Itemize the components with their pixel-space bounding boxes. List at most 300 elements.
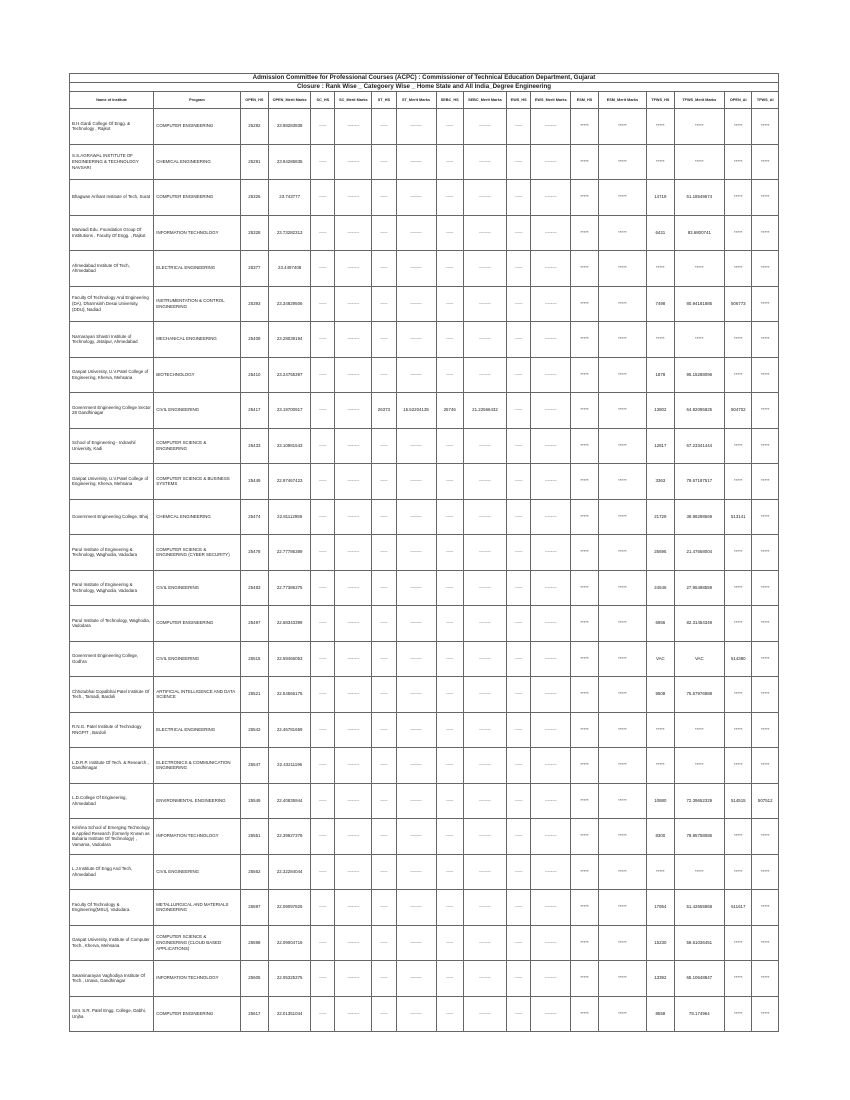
value-cell: 22.46781659	[269, 712, 311, 748]
value-cell: -----	[507, 570, 531, 606]
value-cell: *****	[647, 322, 674, 358]
value-cell: *****	[598, 109, 646, 145]
program-cell: COMPUTER ENGINEERING	[154, 606, 240, 642]
value-cell: 25433	[240, 428, 268, 464]
value-cell: *****	[674, 748, 725, 784]
value-cell: --------	[531, 322, 571, 358]
value-cell: 22.01351044	[269, 996, 311, 1032]
value-cell: --------	[335, 357, 372, 393]
value-cell: *****	[571, 606, 598, 642]
value-cell: *****	[725, 215, 752, 251]
value-cell: 21.22566432	[463, 393, 506, 429]
value-cell: 8300	[647, 819, 674, 855]
value-cell: -----	[311, 748, 335, 784]
value-cell: --------	[335, 286, 372, 322]
value-cell: 67.23341444	[674, 428, 725, 464]
value-cell: 25393	[240, 286, 268, 322]
value-cell: 6956	[647, 606, 674, 642]
value-cell: --------	[531, 535, 571, 571]
institute-name-cell: Government Engineering College Sector 28 Gandhinagar	[70, 393, 154, 429]
program-cell: ELECTRICAL ENGINEERING	[154, 712, 240, 748]
institute-name-cell: R.N.G. Patel Institute of Technology RNGPIT , Bardoli	[70, 712, 154, 748]
value-cell: -----	[311, 854, 335, 890]
value-cell: 23.19700917	[269, 393, 311, 429]
value-cell: *****	[598, 925, 646, 961]
value-cell: -----	[436, 854, 463, 890]
value-cell: 22.09004716	[269, 925, 311, 961]
value-cell: -----	[311, 783, 335, 819]
table-row	[70, 109, 779, 145]
value-cell: *****	[571, 464, 598, 500]
program-cell: ELECTRICAL ENGINEERING	[154, 251, 240, 287]
value-cell: *****	[647, 251, 674, 287]
value-cell: 25282	[240, 109, 268, 145]
value-cell: -----	[311, 499, 335, 535]
value-cell: --------	[531, 393, 571, 429]
program-cell: CIVIL ENGINEERING	[154, 854, 240, 890]
value-cell: *****	[598, 393, 646, 429]
value-cell: *****	[571, 961, 598, 997]
program-cell: INFORMATION TECHNOLOGY	[154, 215, 240, 251]
table-row	[70, 464, 779, 500]
value-cell: *****	[725, 748, 752, 784]
table-row	[70, 393, 779, 429]
value-cell: --------	[335, 144, 372, 180]
value-cell: -----	[311, 712, 335, 748]
value-cell: -----	[372, 606, 396, 642]
column-header: OPEN_HS	[240, 92, 268, 109]
value-cell: --------	[463, 535, 506, 571]
value-cell: *****	[571, 357, 598, 393]
value-cell: --------	[463, 854, 506, 890]
value-cell: -----	[311, 215, 335, 251]
value-cell: 23.4497408	[269, 251, 311, 287]
value-cell: *****	[674, 251, 725, 287]
value-cell: --------	[335, 641, 372, 677]
value-cell: 22.39927378	[269, 819, 311, 855]
value-cell: --------	[335, 783, 372, 819]
value-cell: 15230	[647, 925, 674, 961]
value-cell: 80.94181885	[674, 286, 725, 322]
table-row	[70, 499, 779, 535]
value-cell: -----	[311, 109, 335, 145]
column-header: TFWS_Merit Marks	[674, 92, 725, 109]
value-cell: --------	[335, 464, 372, 500]
value-cell: -----	[507, 748, 531, 784]
value-cell: 17954	[647, 890, 674, 926]
column-header: Name of Institute	[70, 92, 154, 109]
value-cell: --------	[463, 961, 506, 997]
value-cell: *****	[725, 428, 752, 464]
value-cell: 61.18549674	[674, 180, 725, 216]
value-cell: 22.77386375	[269, 570, 311, 606]
value-cell: --------	[531, 286, 571, 322]
program-cell: COMPUTER SCIENCE & ENGINEERING (CLOUD BASED APPLICATIONS)	[154, 925, 240, 961]
value-cell: -----	[372, 109, 396, 145]
value-cell: *****	[752, 322, 779, 358]
value-cell: *****	[752, 393, 779, 429]
institute-name-cell: Bhagwan Arihant Institute of Tech, Surat	[70, 180, 154, 216]
value-cell: *****	[598, 144, 646, 180]
value-cell: *****	[674, 712, 725, 748]
value-cell: --------	[463, 144, 506, 180]
value-cell: -----	[436, 109, 463, 145]
value-cell: 65.10648847	[674, 961, 725, 997]
table-row	[70, 357, 779, 393]
value-cell: 26373	[372, 393, 396, 429]
value-cell: --------	[531, 606, 571, 642]
value-cell: --------	[396, 641, 436, 677]
value-cell: *****	[752, 464, 779, 500]
value-cell: *****	[598, 322, 646, 358]
value-cell: *****	[571, 854, 598, 890]
value-cell: VAC	[647, 641, 674, 677]
value-cell: *****	[598, 570, 646, 606]
value-cell: --------	[335, 570, 372, 606]
column-header: EWS_Merit Marks	[531, 92, 571, 109]
value-cell: --------	[396, 961, 436, 997]
value-cell: *****	[752, 144, 779, 180]
value-cell: --------	[396, 819, 436, 855]
value-cell: --------	[335, 215, 372, 251]
value-cell: *****	[752, 819, 779, 855]
value-cell: 506773	[725, 286, 752, 322]
value-cell: --------	[463, 996, 506, 1032]
value-cell: *****	[752, 854, 779, 890]
value-cell: 514515	[725, 783, 752, 819]
value-cell: 59.61036451	[674, 925, 725, 961]
institute-name-cell: Ganpat University, U.V.Patel College of Engineering, Kherva, Mehsana	[70, 464, 154, 500]
program-cell: CIVIL ENGINEERING	[154, 393, 240, 429]
institute-name-cell: Ahmedabad Institute Of Tech, Ahmedabad	[70, 251, 154, 287]
value-cell: 25551	[240, 819, 268, 855]
value-cell: -----	[507, 925, 531, 961]
value-cell: 22.40835944	[269, 783, 311, 819]
value-cell: *****	[598, 215, 646, 251]
value-cell: 23.98283838	[269, 109, 311, 145]
value-cell: *****	[647, 854, 674, 890]
table-row	[70, 180, 779, 216]
value-cell: --------	[463, 606, 506, 642]
value-cell: -----	[372, 819, 396, 855]
value-cell: *****	[571, 322, 598, 358]
value-cell: 12817	[647, 428, 674, 464]
value-cell: 9508	[647, 677, 674, 713]
value-cell: *****	[571, 748, 598, 784]
value-cell: *****	[674, 322, 725, 358]
value-cell: 3363	[647, 464, 674, 500]
value-cell: 25597	[240, 890, 268, 926]
value-cell: 10880	[647, 783, 674, 819]
value-cell: --------	[463, 783, 506, 819]
value-cell: -----	[436, 890, 463, 926]
value-cell: --------	[463, 819, 506, 855]
value-cell: *****	[598, 499, 646, 535]
value-cell: *****	[752, 251, 779, 287]
value-cell: -----	[372, 925, 396, 961]
value-cell: --------	[396, 109, 436, 145]
institute-name-cell: L.J.Institute Of Engg And Tech, Ahmedabad	[70, 854, 154, 890]
value-cell: -----	[507, 961, 531, 997]
sheet-title-line-1: Admission Committee for Professional Courses (ACPC) : Commissioner of Technical Education Department, Gujarat	[70, 74, 779, 83]
value-cell: -----	[372, 712, 396, 748]
closure-table	[69, 73, 779, 1032]
column-header: SEBC_HS	[436, 92, 463, 109]
value-cell: -----	[311, 322, 335, 358]
value-cell: 23.94286835	[269, 144, 311, 180]
value-cell: --------	[335, 109, 372, 145]
value-cell: -----	[436, 570, 463, 606]
value-cell: 78.85758086	[674, 819, 725, 855]
value-cell: --------	[531, 677, 571, 713]
value-cell: --------	[531, 925, 571, 961]
value-cell: -----	[436, 144, 463, 180]
value-cell: --------	[463, 499, 506, 535]
value-cell: -----	[436, 783, 463, 819]
value-cell: --------	[396, 748, 436, 784]
value-cell: --------	[335, 499, 372, 535]
value-cell: *****	[647, 109, 674, 145]
value-cell: -----	[311, 925, 335, 961]
institute-name-cell: Swaminarayan Vaghodiya Institute Of Tech., Unava, Gandhinagar	[70, 961, 154, 997]
institute-name-cell: School of Engineering - Indrashil University, Kadi	[70, 428, 154, 464]
column-header: TFWS_AI	[752, 92, 779, 109]
value-cell: -----	[507, 677, 531, 713]
value-cell: -----	[436, 322, 463, 358]
value-cell: -----	[507, 712, 531, 748]
value-cell: --------	[396, 251, 436, 287]
value-cell: --------	[335, 251, 372, 287]
value-cell: --------	[531, 251, 571, 287]
column-header: Program	[154, 92, 240, 109]
value-cell: *****	[598, 641, 646, 677]
value-cell: --------	[335, 606, 372, 642]
value-cell: 25483	[240, 570, 268, 606]
value-cell: --------	[531, 854, 571, 890]
value-cell: 22.68343399	[269, 606, 311, 642]
value-cell: --------	[396, 677, 436, 713]
value-cell: 38.98298569	[674, 499, 725, 535]
value-cell: --------	[335, 677, 372, 713]
value-cell: -----	[507, 322, 531, 358]
value-cell: -----	[311, 677, 335, 713]
value-cell: -----	[311, 535, 335, 571]
institute-name-cell: Smt. S.R. Patel Engg. College, Dabhi, Unjha	[70, 996, 154, 1032]
value-cell: 513141	[725, 499, 752, 535]
value-cell: -----	[372, 144, 396, 180]
program-cell: INSTRUMENTATION & CONTROL ENGINEERING	[154, 286, 240, 322]
value-cell: --------	[335, 854, 372, 890]
value-cell: -----	[436, 961, 463, 997]
closure-sheet	[69, 73, 779, 1032]
value-cell: -----	[507, 251, 531, 287]
value-cell: --------	[463, 925, 506, 961]
program-cell: COMPUTER SCIENCE & ENGINEERING	[154, 428, 240, 464]
value-cell: *****	[571, 641, 598, 677]
value-cell: *****	[752, 890, 779, 926]
institute-name-cell: Narnarayan Shastri Institute of Technology, Jetalpur, Ahmedabad	[70, 322, 154, 358]
value-cell: -----	[436, 180, 463, 216]
value-cell: *****	[598, 677, 646, 713]
value-cell: *****	[725, 535, 752, 571]
value-cell: *****	[725, 712, 752, 748]
value-cell: 6421	[647, 215, 674, 251]
value-cell: *****	[725, 180, 752, 216]
value-cell: -----	[436, 925, 463, 961]
column-header: OPEN_AI	[725, 92, 752, 109]
institute-name-cell: L.D.R.P. Institute Of Tech. & Research , Gandhinagar	[70, 748, 154, 784]
value-cell: --------	[396, 996, 436, 1032]
table-row	[70, 606, 779, 642]
value-cell: *****	[725, 606, 752, 642]
value-cell: *****	[752, 357, 779, 393]
value-cell: -----	[372, 180, 396, 216]
table-row	[70, 819, 779, 855]
institute-name-cell: Marwadi Edu. Foundation Group Of Institutions , Faculty Of Engg. , Rajkot	[70, 215, 154, 251]
program-cell: COMPUTER SCIENCE & BUSINESS SYSTEMS	[154, 464, 240, 500]
table-row	[70, 712, 779, 748]
value-cell: -----	[507, 357, 531, 393]
value-cell: --------	[531, 144, 571, 180]
value-cell: -----	[311, 428, 335, 464]
program-cell: COMPUTER ENGINEERING	[154, 109, 240, 145]
value-cell: --------	[396, 144, 436, 180]
value-cell: --------	[463, 286, 506, 322]
value-cell: --------	[463, 641, 506, 677]
value-cell: --------	[463, 109, 506, 145]
value-cell: --------	[396, 712, 436, 748]
value-cell: 514380	[725, 641, 752, 677]
value-cell: -----	[372, 428, 396, 464]
value-cell: *****	[647, 712, 674, 748]
value-cell: *****	[598, 464, 646, 500]
value-cell: --------	[335, 322, 372, 358]
column-header: ESM_HS	[571, 92, 598, 109]
table-row	[70, 748, 779, 784]
value-cell: --------	[463, 251, 506, 287]
value-cell: 23.28039194	[269, 322, 311, 358]
value-cell: -----	[507, 144, 531, 180]
value-cell: -----	[436, 606, 463, 642]
value-cell: --------	[463, 322, 506, 358]
value-cell: --------	[531, 215, 571, 251]
value-cell: -----	[311, 251, 335, 287]
column-header: EWS_HS	[507, 92, 531, 109]
value-cell: -----	[372, 748, 396, 784]
value-cell: *****	[571, 996, 598, 1032]
value-cell: *****	[725, 109, 752, 145]
value-cell: 22.32284044	[269, 854, 311, 890]
value-cell: -----	[436, 428, 463, 464]
value-cell: -----	[436, 215, 463, 251]
value-cell: 22.97467423	[269, 464, 311, 500]
value-cell: -----	[436, 641, 463, 677]
value-cell: *****	[752, 748, 779, 784]
value-cell: *****	[598, 357, 646, 393]
table-row	[70, 144, 779, 180]
value-cell: *****	[571, 428, 598, 464]
value-cell: -----	[507, 641, 531, 677]
value-cell: *****	[752, 641, 779, 677]
value-cell: --------	[531, 748, 571, 784]
value-cell: 23.73282313	[269, 215, 311, 251]
value-cell: -----	[436, 748, 463, 784]
value-cell: -----	[372, 854, 396, 890]
column-header-row	[70, 92, 779, 109]
value-cell: --------	[396, 499, 436, 535]
value-cell: *****	[571, 535, 598, 571]
table-row	[70, 570, 779, 606]
value-cell: --------	[531, 464, 571, 500]
program-cell: METALLURGICAL AND MATERIALS ENGINEERING	[154, 890, 240, 926]
value-cell: -----	[372, 890, 396, 926]
value-cell: 25326	[240, 180, 268, 216]
value-cell: 25328	[240, 215, 268, 251]
institute-name-cell: Faculty Of Technology And Engineering (DA), Dharmsinh Desai University, (DDU), Nadiad	[70, 286, 154, 322]
value-cell: -----	[436, 286, 463, 322]
value-cell: *****	[725, 144, 752, 180]
value-cell: 8558	[647, 996, 674, 1032]
value-cell: -----	[372, 215, 396, 251]
table-row	[70, 677, 779, 713]
table-row	[70, 322, 779, 358]
value-cell: *****	[725, 677, 752, 713]
value-cell: *****	[598, 606, 646, 642]
value-cell: -----	[507, 180, 531, 216]
value-cell: -----	[311, 606, 335, 642]
value-cell: 14719	[647, 180, 674, 216]
value-cell: -----	[372, 357, 396, 393]
column-header: SC_HS	[311, 92, 335, 109]
value-cell: *****	[752, 499, 779, 535]
value-cell: *****	[598, 428, 646, 464]
value-cell: *****	[571, 783, 598, 819]
value-cell: 25409	[240, 322, 268, 358]
value-cell: -----	[507, 783, 531, 819]
value-cell: 13802	[647, 393, 674, 429]
value-cell: --------	[396, 535, 436, 571]
column-header: ESM_Merit Marks	[598, 92, 646, 109]
value-cell: *****	[647, 748, 674, 784]
value-cell: *****	[571, 819, 598, 855]
value-cell: --------	[396, 180, 436, 216]
value-cell: --------	[531, 890, 571, 926]
value-cell: 13392	[647, 961, 674, 997]
value-cell: --------	[335, 890, 372, 926]
value-cell: -----	[372, 464, 396, 500]
program-cell: ARTIFICIAL INTELLIGENCE AND DATA SCIENCE	[154, 677, 240, 713]
value-cell: *****	[571, 677, 598, 713]
value-cell: --------	[531, 819, 571, 855]
value-cell: 25746	[436, 393, 463, 429]
value-cell: --------	[531, 570, 571, 606]
value-cell: 507512	[752, 783, 779, 819]
value-cell: --------	[335, 925, 372, 961]
value-cell: 1878	[647, 357, 674, 393]
value-cell: -----	[507, 464, 531, 500]
value-cell: *****	[598, 712, 646, 748]
value-cell: *****	[571, 109, 598, 145]
value-cell: --------	[396, 925, 436, 961]
value-cell: --------	[396, 783, 436, 819]
value-cell: -----	[372, 286, 396, 322]
value-cell: *****	[571, 393, 598, 429]
value-cell: -----	[372, 641, 396, 677]
institute-name-cell: Chhotubhai Gopalbhai Patel Institute Of Tech., Tarsadi, Bardoli	[70, 677, 154, 713]
value-cell: *****	[571, 499, 598, 535]
value-cell: -----	[436, 677, 463, 713]
value-cell: --------	[335, 712, 372, 748]
